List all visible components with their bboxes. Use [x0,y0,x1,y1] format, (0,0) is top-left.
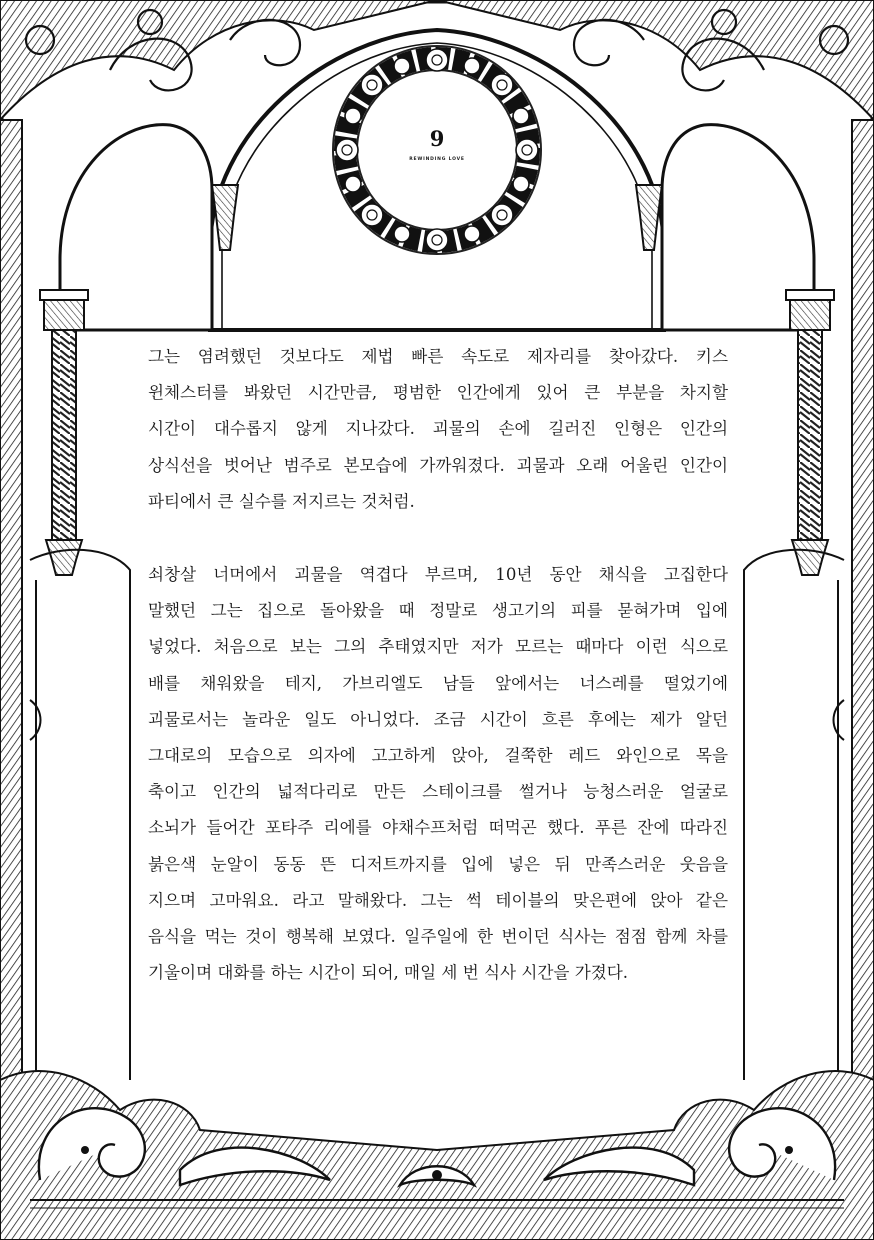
paragraph-2 [148,557,728,991]
text-line: 시간이 대수롭지 않게 지나갔다. 괴물의 손에 길러진 인형은 인간의 [148,419,728,439]
text-line: 넣었다. 처음으로 보는 그의 추태였지만 저가 모르는 때마다 이런 식으로 [148,637,728,657]
text-line: 붉은색 눈알이 동동 뜬 디저트까지를 입에 넣은 뒤 만족스러운 웃음을 [148,854,728,874]
text-line: 지으며 고마워요. 라고 말해왔다. 그는 썩 테이블의 맞은편에 앉아 같은 [148,890,728,910]
text-line: 괴물로서는 놀라운 일도 아니었다. 조금 시간이 흐른 후에는 제가 알던 [148,709,728,729]
text-line: 쇠창살 너머에서 괴물을 역겹다 부르며, 10년 동안 채식을 고집한다 [148,565,728,585]
text-line: 그대로의 모습으로 의자에 고고하게 앉아, 걸쭉한 레드 와인으로 목을 [148,746,728,766]
text-line: 소뇌가 들어간 포타주 리에를 야채수프처럼 떠먹곤 했다. 푸른 잔에 따라진 [148,818,728,838]
paragraph-1 [148,339,728,520]
text-line: 배를 채워왔을 테지, 가브리엘도 남들 앞에서는 너스레를 떨었기에 [148,673,728,693]
text-line: 윈체스터를 봐왔던 시간만큼, 평범한 인간에게 있어 큰 부분을 차지할 [148,383,728,403]
text-line: 파티에서 큰 실수를 저지르는 것처럼. [148,491,415,511]
text-line: 말했던 그는 집으로 돌아왔을 때 정말로 생고기의 피를 묻혀가며 입에 [148,601,728,621]
text-line: 그는 염려했던 것보다도 제법 빠른 속도로 제자리를 찾아갔다. 키스 [148,347,728,366]
text-line: 기울이며 대화를 하는 시간이 되어, 매일 세 번 식사 시간을 가졌다. [148,963,629,983]
chapter-wreath [327,40,547,260]
body-text [148,339,728,991]
text-line: 축이고 인간의 넓적다리로 만든 스테이크를 썰거나 능청스러운 얼굴로 [148,782,728,802]
text-line: 상식선을 벗어난 범주로 본모습에 가까워졌다. 괴물과 오래 어울린 인간이 [148,455,728,475]
paragraph-gap [148,520,728,557]
chapter-number: 9 [429,126,445,151]
chapter-title: REWINDING LOVE [409,157,465,162]
text-line: 음식을 먹는 것이 행복해 보였다. 일주일에 한 번이던 식사는 점점 함께 차를 [148,927,728,947]
